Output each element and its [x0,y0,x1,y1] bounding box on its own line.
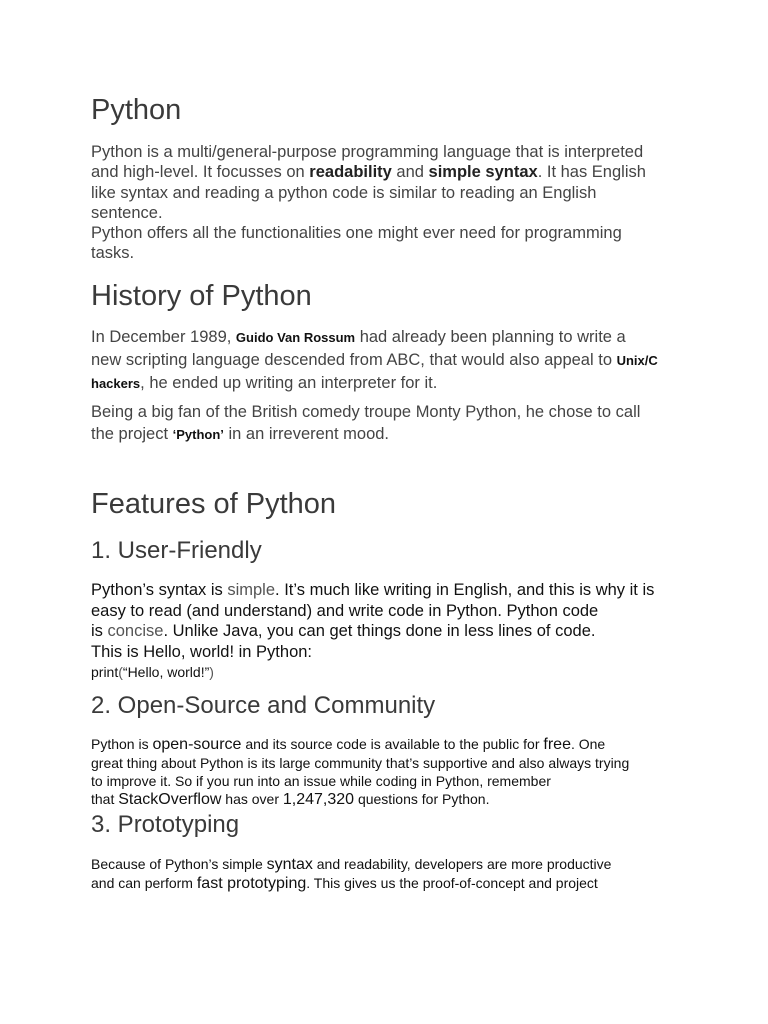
intro-line: Python offers all the functionalities one might ever need for programming [91,224,622,243]
grey-simple: simple [227,581,276,599]
code-sample: print(“Hello, world!”) [91,664,214,680]
intro-paragraph [91,142,681,264]
bold-python-quote: ‘Python’ [172,427,224,442]
intro-line: tasks. [91,244,135,263]
intro-line: and high-level. It focusses on readability and simple syntax. It has English [91,163,646,182]
feature-3-heading: 3. Prototyping [91,811,240,838]
feature-2-body: Python is open-source and its source code is available to the public for free. One great thing about Python is its large community that’s supportive and also always trying to improve it. So if you run into an issue while coding in Python, remember that StackOverflow has over 1,247,320 questions for Python. [91,736,630,808]
feature-1-body: Python’s syntax is simple. It’s much like writing in English, and this is why it is easy to read (and understand) and write code in Python. Python code is concise. Unlike Java, you can get things done in less lines of code. This is Hello, world! in Python: print(“Hello, world!”) [91,580,681,683]
bold-simple-syntax: simple syntax [428,163,538,182]
intro-line: like syntax and reading a python code is similar to reading an English [91,183,597,202]
intro-line: Python is a multi/general-purpose programming language that is interpreted [91,143,644,161]
feature-3-body: Because of Python’s simple syntax and readability, developers are more productive and can perform fast prototyping. This gives us the proof-of-concept and project [91,856,612,892]
history-paragraph-2: Being a big fan of the British comedy troupe Monty Python, he chose to call the project ‘Python’ in an irreverent mood. [91,403,641,443]
history-paragraph-1: In December 1989, Guido Van Rossum had already been planning to write a new scripting language descended from ABC, that would also appeal to Unix/C hackers, he ended up writing an interpreter for it. [91,328,658,392]
history-heading: History of Python [91,280,312,312]
features-heading: Features of Python [91,488,337,520]
grey-concise: concise [107,622,164,640]
intro-line: sentence. [91,203,163,222]
bold-hackers: hackers [91,376,141,391]
page-title: Python [91,94,182,126]
bold-unix-c: Unix/C [616,353,658,368]
bold-readability: readability [309,163,392,182]
feature-2-heading: 2. Open-Source and Community [91,692,436,719]
feature-1-heading: 1. User-Friendly [91,537,262,564]
bold-guido: Guido Van Rossum [235,330,356,345]
